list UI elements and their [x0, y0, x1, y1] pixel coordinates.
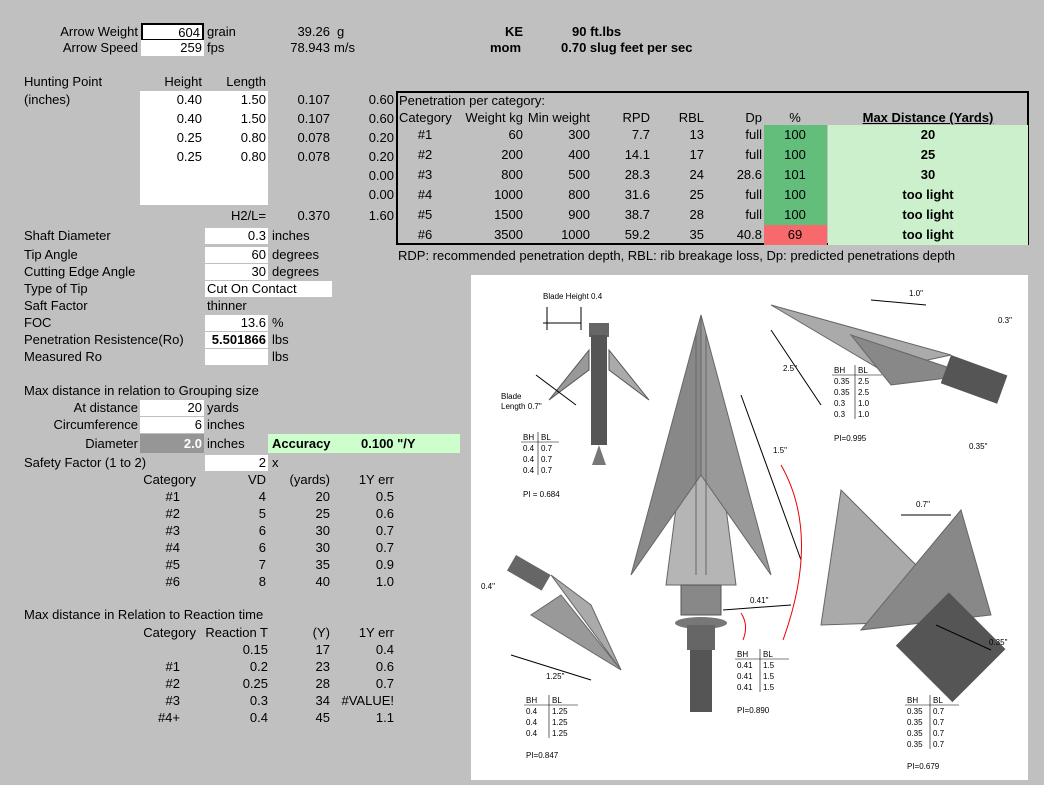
penetration-header: Category — [399, 110, 452, 125]
hunting-point-input-block[interactable] — [140, 91, 268, 205]
ke-value: 90 ft.lbs — [572, 24, 622, 39]
penetration-title: Penetration per category: — [399, 93, 545, 108]
reaction-header: 1Y err — [358, 625, 394, 640]
grouping-cat-cell: #2 — [165, 506, 180, 521]
penetration-header: RBL — [678, 110, 704, 125]
tr-tbl-cell: 2.5 — [858, 377, 870, 386]
grouping-err-cell: 0.9 — [375, 557, 394, 572]
penetration-pct-cell: 100 — [784, 127, 806, 142]
blade-height-label: Blade Height 0.4 — [543, 292, 603, 301]
penetration-weight-cell: 1000 — [494, 187, 523, 202]
penetration-rbl-cell: 28 — [689, 207, 704, 222]
penetration-rbl-cell: 24 — [689, 167, 704, 182]
grouping-header: VD — [247, 472, 266, 487]
br-0-35-label: 0.35" — [989, 638, 1008, 647]
tr-tbl-cell: 1.0 — [858, 399, 870, 408]
param-label: FOC — [24, 315, 52, 330]
reaction-header: Category — [143, 625, 196, 640]
c-tbl-cell: 0.41 — [737, 661, 753, 670]
mom-label: mom — [490, 40, 522, 55]
param-value-input: 5.501866 — [205, 332, 268, 348]
arrow-speed-input[interactable]: 259 — [141, 40, 204, 56]
reaction-t-cell: 0.25 — [242, 676, 268, 691]
grouping-yards-cell: 25 — [315, 506, 330, 521]
hp-length-cell[interactable]: 0.80 — [240, 149, 266, 164]
penetration-max-cell: too light — [902, 207, 954, 222]
param-label: Cutting Edge Angle — [24, 264, 136, 279]
penetration-cat-cell: #5 — [417, 207, 433, 222]
penetration-dp-cell: 40.8 — [736, 227, 762, 242]
penetration-dp-cell: full — [745, 147, 762, 162]
broadhead-bottom-left — [507, 555, 621, 680]
param-value-input[interactable]: Cut On Contact — [205, 281, 332, 297]
hp-val-cell: 0.20 — [368, 130, 394, 145]
blade-length-label-2: Length 0.7" — [501, 402, 542, 411]
penetration-rpd-cell: 7.7 — [631, 127, 650, 142]
length-header: Length — [226, 74, 266, 89]
safety-factor-unit: x — [272, 455, 279, 470]
reaction-y-cell: 34 — [315, 693, 330, 708]
hunting-point-unit-label: (inches) — [24, 92, 71, 107]
br-tbl-cell: 0.35 — [907, 707, 923, 716]
arrow-weight-grams: 39.26 — [297, 24, 330, 39]
tr-tbl-cell: 0.35 — [834, 388, 850, 397]
penetration-rbl-cell: 13 — [689, 127, 704, 142]
arrow-weight-grams-unit: g — [337, 24, 345, 39]
param-value-input[interactable]: 0.3 — [205, 228, 268, 244]
reaction-err-cell: 0.4 — [375, 642, 394, 657]
grouping-vd-cell: 8 — [258, 574, 266, 589]
penetration-dp-cell: full — [745, 207, 762, 222]
penetration-rbl-cell: 25 — [689, 187, 704, 202]
hp-length-cell[interactable]: 1.50 — [240, 92, 266, 107]
tl-tbl-cell: 0.7 — [541, 444, 553, 453]
reaction-y-cell: 45 — [315, 710, 330, 725]
param-value-input[interactable]: thinner — [207, 298, 247, 313]
grouping-yards-cell: 30 — [315, 540, 330, 555]
br-pi-label: PI=0.679 — [907, 762, 940, 771]
bl-tbl-cell: 0.4 — [526, 707, 538, 716]
bl-tbl-cell: 1.25 — [552, 707, 568, 716]
arrow-speed-label: Arrow Speed — [62, 40, 138, 55]
c-tbl-cell: BH — [737, 650, 749, 659]
reaction-header: (Y) — [312, 625, 330, 640]
at-distance-label: At distance — [73, 400, 138, 415]
penetration-cat-cell: #4 — [417, 187, 433, 202]
penetration-rpd-cell: 59.2 — [624, 227, 650, 242]
hp-height-cell[interactable]: 0.25 — [176, 149, 202, 164]
penetration-min-cell: 800 — [568, 187, 590, 202]
reaction-cat-cell: #2 — [165, 676, 180, 691]
grouping-vd-cell: 6 — [258, 523, 266, 538]
hp-val-cell: 0.60 — [368, 111, 394, 126]
tr-2-5-label: 2.5" — [783, 364, 797, 373]
hp-val-cell: 0.00 — [368, 187, 394, 202]
arrow-weight-input[interactable]: 604 — [141, 23, 204, 41]
penetration-rbl-cell: 17 — [689, 147, 704, 162]
tr-tbl-cell: 2.5 — [858, 388, 870, 397]
circumference-label: Circumference — [53, 417, 138, 432]
grouping-yards-cell: 40 — [315, 574, 330, 589]
penetration-cat-cell: #6 — [417, 227, 433, 242]
hp-length-cell[interactable]: 1.50 — [240, 111, 266, 126]
diameter-label: Diameter — [85, 436, 138, 451]
tl-tbl-cell: BL — [541, 433, 551, 442]
penetration-pct-cell: 101 — [784, 167, 806, 182]
param-unit: degrees — [272, 264, 319, 279]
penetration-dp-cell: 28.6 — [736, 167, 762, 182]
grouping-vd-cell: 4 — [258, 489, 266, 504]
safety-factor-input[interactable]: 2 — [205, 455, 268, 471]
param-unit: lbs — [272, 332, 289, 347]
penetration-min-cell: 900 — [568, 207, 590, 222]
grouping-yards-cell: 30 — [315, 523, 330, 538]
param-value-input[interactable]: 60 — [205, 247, 268, 263]
at-distance-input[interactable]: 20 — [140, 400, 204, 416]
c-tbl-cell: 0.41 — [737, 672, 753, 681]
penetration-weight-cell: 1500 — [494, 207, 523, 222]
param-label: Measured Ro — [24, 349, 103, 364]
accuracy-value: 0.100 "/Y — [361, 436, 416, 451]
param-label: Tip Angle — [24, 247, 78, 262]
br-tbl-cell: 0.35 — [907, 729, 923, 738]
penetration-dp-cell: full — [745, 127, 762, 142]
c-tbl-cell: 1.5 — [763, 672, 775, 681]
penetration-max-cell: too light — [902, 227, 954, 242]
tr-tbl-cell: 0.35 — [834, 377, 850, 386]
br-tbl-cell: 0.7 — [933, 707, 945, 716]
grouping-cat-cell: #1 — [165, 489, 180, 504]
reaction-t-cell: 0.3 — [249, 693, 268, 708]
param-label: Saft Factor — [24, 298, 88, 313]
broadhead-top-left — [536, 307, 649, 465]
penetration-header: Dp — [745, 110, 762, 125]
grouping-header: (yards) — [289, 472, 330, 487]
penetration-pct-cell: 69 — [787, 227, 803, 242]
tl-tbl-cell: 0.7 — [541, 455, 553, 464]
hp-height-cell[interactable]: 0.25 — [176, 130, 202, 145]
penetration-rpd-cell: 28.3 — [624, 167, 650, 182]
grouping-err-cell: 1.0 — [375, 574, 394, 589]
h2l-sum: 1.60 — [368, 208, 394, 223]
penetration-min-cell: 500 — [568, 167, 590, 182]
penetration-header: Weight kg — [465, 110, 523, 125]
tl-tbl-cell: 0.4 — [523, 455, 535, 464]
reaction-header: Reaction T — [205, 625, 268, 640]
tr-tbl-cell: BL — [858, 366, 868, 375]
br-tbl-cell: BL — [933, 696, 943, 705]
grouping-cat-cell: #4 — [165, 540, 180, 555]
arrow-weight-label: Arrow Weight — [60, 24, 138, 39]
hp-ratio-cell: 0.107 — [297, 92, 330, 107]
tl-tbl-cell: 0.4 — [523, 466, 535, 475]
reaction-cat-cell: #1 — [165, 659, 180, 674]
hp-length-cell[interactable]: 0.80 — [240, 130, 266, 145]
grouping-err-cell: 0.7 — [375, 540, 394, 555]
reaction-t-cell: 0.2 — [249, 659, 268, 674]
penetration-rbl-cell: 35 — [689, 227, 704, 242]
grouping-yards-cell: 20 — [315, 489, 330, 504]
param-value-input[interactable]: 30 — [205, 264, 268, 280]
ke-label: KE — [505, 24, 524, 39]
hp-ratio-cell: 0.078 — [297, 130, 330, 145]
hp-ratio-cell: 0.107 — [297, 111, 330, 126]
arrow-speed-ms-unit: m/s — [334, 40, 355, 55]
reaction-cat-cell: #4+ — [157, 710, 180, 725]
arrow-weight-unit: grain — [207, 24, 236, 39]
penetration-footnote: RDP: recommended penetration depth, RBL: rib breakage loss, Dp: predicted penetrations depth — [398, 248, 956, 263]
tl-tbl-cell: 0.7 — [541, 466, 553, 475]
penetration-rpd-cell: 31.6 — [624, 187, 650, 202]
center-pi-label: PI=0.890 — [737, 706, 770, 715]
param-value-input[interactable]: 13.6 — [205, 315, 268, 331]
penetration-min-cell: 300 — [568, 127, 590, 142]
broadhead-top-right — [771, 300, 1007, 405]
hp-val-cell: 0.00 — [368, 168, 394, 183]
br-tbl-cell: 0.35 — [907, 740, 923, 749]
broadhead-center — [631, 315, 802, 712]
penetration-pct-cell: 100 — [784, 187, 806, 202]
reaction-title: Max distance in Relation to Reaction time — [24, 607, 264, 622]
hunting-point-label: Hunting Point — [24, 74, 103, 89]
grouping-cat-cell: #6 — [165, 574, 180, 589]
tr-tbl-cell: 0.3 — [834, 399, 846, 408]
tr-0-3-label: 0.3" — [998, 316, 1012, 325]
penetration-weight-cell: 3500 — [494, 227, 523, 242]
reaction-y-cell: 23 — [315, 659, 330, 674]
circumference-unit: inches — [207, 417, 245, 432]
height-header: Height — [164, 74, 202, 89]
penetration-header: RPD — [622, 110, 650, 125]
c-tbl-cell: 1.5 — [763, 683, 775, 692]
hp-val-cell: 0.20 — [368, 149, 394, 164]
penetration-weight-cell: 800 — [501, 167, 523, 182]
param-unit: degrees — [272, 247, 319, 262]
tr-pi-label: PI=0.995 — [834, 434, 867, 443]
bl-tbl-cell: BL — [552, 696, 562, 705]
param-unit: inches — [272, 228, 310, 243]
penetration-header: Max Distance (Yards) — [862, 110, 994, 125]
bl-tbl-cell: 0.4 — [526, 729, 538, 738]
penetration-rpd-cell: 38.7 — [624, 207, 650, 222]
grouping-cat-cell: #3 — [165, 523, 180, 538]
br-tbl-cell: 0.7 — [933, 729, 945, 738]
br-tbl-cell: 0.35 — [907, 718, 923, 727]
bl-0-4-label: 0.4" — [481, 582, 495, 591]
c-tbl-cell: 1.5 — [763, 661, 775, 670]
tl-pi-label: PI = 0.684 — [523, 490, 560, 499]
tl-tbl-cell: 0.4 — [523, 444, 535, 453]
hp-height-cell[interactable]: 0.40 — [176, 92, 202, 107]
param-unit: lbs — [272, 349, 289, 364]
penetration-min-cell: 400 — [568, 147, 590, 162]
grouping-header: Category — [143, 472, 196, 487]
param-label: Shaft Diameter — [24, 228, 111, 243]
c-tbl-cell: BL — [763, 650, 773, 659]
reaction-err-cell: 0.7 — [375, 676, 394, 691]
grouping-vd-cell: 5 — [258, 506, 266, 521]
reaction-y-cell: 17 — [315, 642, 330, 657]
penetration-max-cell: too light — [902, 187, 954, 202]
bl-1-25-label: 1.25" — [546, 672, 565, 681]
br-tbl-cell: 0.7 — [933, 740, 945, 749]
reaction-err-cell: #VALUE! — [341, 693, 394, 708]
tr-1-0-label: 1.0" — [909, 289, 923, 298]
hp-val-cell: 0.60 — [368, 92, 394, 107]
reaction-err-cell: 0.6 — [375, 659, 394, 674]
param-label: Type of Tip — [24, 281, 88, 296]
arrow-speed-unit: fps — [207, 40, 225, 55]
diameter-unit: inches — [207, 436, 245, 451]
c-tbl-cell: 0.41 — [737, 683, 753, 692]
penetration-rpd-cell: 14.1 — [624, 147, 650, 162]
br-tbl-cell: 0.7 — [933, 718, 945, 727]
bl-tbl-cell: 1.25 — [552, 718, 568, 727]
penetration-weight-cell: 60 — [508, 127, 523, 142]
penetration-pct-cell: 100 — [784, 147, 806, 162]
penetration-cat-cell: #1 — [417, 127, 433, 142]
hp-height-cell[interactable]: 0.40 — [176, 111, 202, 126]
tr-0-35-label: 0.35" — [969, 442, 988, 451]
grouping-title: Max distance in relation to Grouping size — [24, 383, 259, 398]
arrow-speed-ms: 78.943 — [290, 40, 330, 55]
penetration-cat-cell: #2 — [417, 147, 433, 162]
tr-tbl-cell: 0.3 — [834, 410, 846, 419]
grouping-vd-cell: 7 — [258, 557, 266, 572]
center-1-5-label: 1.5" — [773, 446, 787, 455]
penetration-max-cell: 20 — [920, 127, 936, 142]
bl-pi-label: PI=0.847 — [526, 751, 559, 760]
grouping-err-cell: 0.6 — [375, 506, 394, 521]
h2l-value: 0.370 — [297, 208, 330, 223]
blade-length-label: Blade — [501, 392, 522, 401]
grouping-err-cell: 0.7 — [375, 523, 394, 538]
reaction-cat-cell: #3 — [165, 693, 180, 708]
br-0-7-label: 0.7" — [916, 500, 930, 509]
at-distance-unit: yards — [207, 400, 239, 415]
tr-tbl-cell: 1.0 — [858, 410, 870, 419]
h2l-label: H2/L= — [230, 208, 266, 223]
penetration-weight-cell: 200 — [501, 147, 523, 162]
bl-tbl-cell: 0.4 — [526, 718, 538, 727]
center-0-41-label: 0.41" — [750, 596, 769, 605]
bl-tbl-cell: 1.25 — [552, 729, 568, 738]
grouping-cat-cell: #5 — [165, 557, 180, 572]
reaction-err-cell: 1.1 — [375, 710, 394, 725]
safety-factor-label: Safety Factor (1 to 2) — [24, 455, 147, 470]
penetration-min-cell: 1000 — [561, 227, 590, 242]
penetration-header: Min weight — [527, 110, 590, 125]
penetration-max-cell: 30 — [920, 167, 936, 182]
accuracy-label: Accuracy — [272, 436, 331, 451]
reaction-y-cell: 28 — [315, 676, 330, 691]
param-unit: % — [272, 315, 284, 330]
reaction-t-cell: 0.15 — [242, 642, 268, 657]
penetration-max-cell: 25 — [920, 147, 936, 162]
circumference-input[interactable]: 6 — [140, 417, 204, 433]
hp-ratio-cell: 0.078 — [297, 149, 330, 164]
param-value-input[interactable] — [205, 349, 268, 365]
br-tbl-cell: BH — [907, 696, 919, 705]
reaction-t-cell: 0.4 — [249, 710, 268, 725]
penetration-header: % — [789, 110, 801, 125]
penetration-dp-cell: full — [745, 187, 762, 202]
broadhead-bottom-right — [821, 490, 1005, 702]
grouping-yards-cell: 35 — [315, 557, 330, 572]
grouping-vd-cell: 6 — [258, 540, 266, 555]
bl-tbl-cell: BH — [526, 696, 538, 705]
penetration-cat-cell: #3 — [417, 167, 433, 182]
penetration-pct-cell: 100 — [784, 207, 806, 222]
diameter-value: 2.0 — [140, 434, 204, 453]
mom-value: 0.70 slug feet per sec — [561, 40, 693, 55]
grouping-header: 1Y err — [358, 472, 394, 487]
tl-tbl-cell: BH — [523, 433, 535, 442]
param-label: Penetration Resistence(Ro) — [24, 332, 184, 347]
grouping-err-cell: 0.5 — [375, 489, 394, 504]
broadhead-diagram-image — [471, 275, 1028, 780]
tr-tbl-cell: BH — [834, 366, 846, 375]
